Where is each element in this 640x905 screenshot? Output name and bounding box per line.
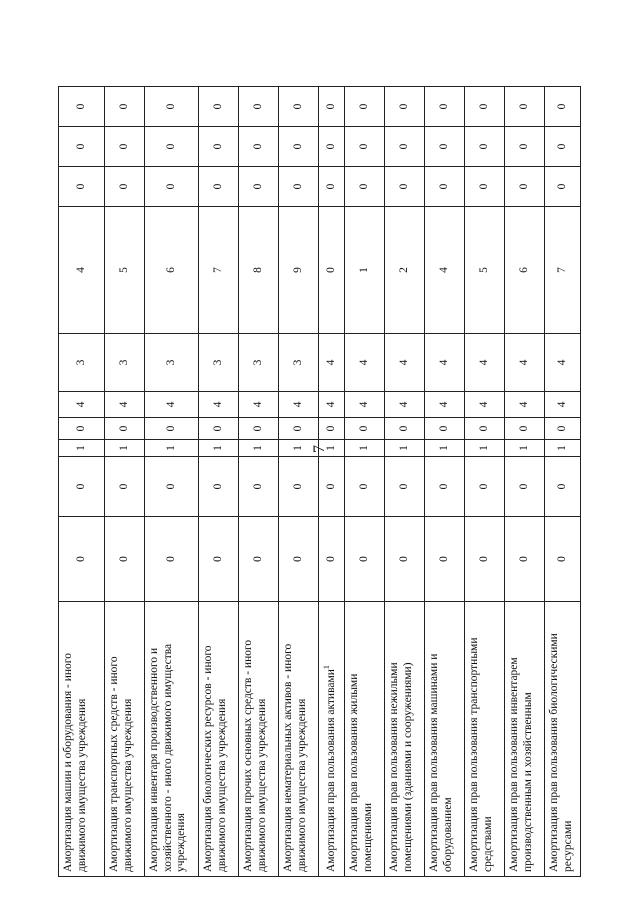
rotated-table-wrapper <box>58 87 580 877</box>
code-cell: 0 <box>385 87 425 127</box>
code-cell: 0 <box>345 457 385 517</box>
code-cell: 0 <box>345 167 385 207</box>
code-cell: 4 <box>545 392 581 418</box>
table-row <box>145 87 199 877</box>
code-cell: 3 <box>279 334 319 392</box>
code-cell: 3 <box>239 334 279 392</box>
code-cell: 4 <box>199 392 239 418</box>
code-cell: 0 <box>239 167 279 207</box>
code-cell: 0 <box>105 457 145 517</box>
table-body <box>59 87 581 877</box>
code-cell: 0 <box>199 127 239 167</box>
code-cell: 0 <box>505 87 545 127</box>
code-cell: 0 <box>319 457 345 517</box>
code-cell: 0 <box>105 127 145 167</box>
code-cell: 0 <box>505 457 545 517</box>
code-cell: 0 <box>279 167 319 207</box>
code-cell: 1 <box>319 440 345 457</box>
code-cell: 0 <box>145 127 199 167</box>
code-cell: 0 <box>59 418 105 440</box>
table-row <box>239 87 279 877</box>
code-cell: 0 <box>545 167 581 207</box>
code-cell: 4 <box>425 334 465 392</box>
code-cell: 0 <box>545 87 581 127</box>
code-cell: 0 <box>145 517 199 602</box>
code-cell: 0 <box>505 127 545 167</box>
code-cell: 0 <box>199 457 239 517</box>
row-label-text: Амортизация прочих основных средств - иного движимого имущества учреждения <box>242 639 268 872</box>
code-cell: 3 <box>59 334 105 392</box>
code-cell: 4 <box>239 392 279 418</box>
code-cell: 4 <box>385 334 425 392</box>
code-cell: 0 <box>105 418 145 440</box>
code-cell: 0 <box>385 517 425 602</box>
row-label-text: Амортизация прав пользования инвентарем производственным и хозяйственным <box>508 657 534 872</box>
code-cell: 1 <box>545 440 581 457</box>
code-cell: 4 <box>505 392 545 418</box>
code-cell: 4 <box>425 207 465 334</box>
code-cell: 1 <box>239 440 279 457</box>
code-cell: 0 <box>425 167 465 207</box>
table-row <box>199 87 239 877</box>
code-cell: 0 <box>425 418 465 440</box>
table-row <box>545 87 581 877</box>
code-cell: 4 <box>105 392 145 418</box>
row-label-text: Амортизация прав пользования машинами и оборудованием <box>428 653 454 872</box>
code-cell: 0 <box>425 457 465 517</box>
page-number: 7 <box>311 445 328 453</box>
code-cell: 8 <box>239 207 279 334</box>
table-row <box>59 87 105 877</box>
code-cell: 0 <box>199 167 239 207</box>
code-cell: 9 <box>279 207 319 334</box>
code-cell: 0 <box>199 517 239 602</box>
row-label-text: Амортизация прав пользования активами <box>324 669 337 872</box>
code-cell: 1 <box>385 440 425 457</box>
code-cell: 2 <box>385 207 425 334</box>
row-label-text: Амортизация транспортных средств - иного движимого имущества учреждения <box>108 656 134 872</box>
code-cell: 0 <box>425 87 465 127</box>
code-cell: 3 <box>105 334 145 392</box>
code-cell: 0 <box>465 127 505 167</box>
code-cell: 0 <box>345 87 385 127</box>
code-cell: 0 <box>345 127 385 167</box>
code-cell: 1 <box>345 207 385 334</box>
code-cell: 1 <box>199 440 239 457</box>
row-label <box>545 602 581 877</box>
code-cell: 0 <box>239 517 279 602</box>
code-cell: 0 <box>145 167 199 207</box>
code-cell: 4 <box>59 207 105 334</box>
code-cell: 0 <box>239 127 279 167</box>
code-cell: 4 <box>279 392 319 418</box>
code-cell: 0 <box>279 87 319 127</box>
code-cell: 4 <box>59 392 105 418</box>
code-cell: 7 <box>545 207 581 334</box>
table-row <box>505 87 545 877</box>
table-row <box>425 87 465 877</box>
code-cell: 1 <box>345 440 385 457</box>
code-cell: 0 <box>345 418 385 440</box>
row-label-text: Амортизация прав пользования жилыми помещениями <box>348 673 374 872</box>
code-cell: 0 <box>59 167 105 207</box>
row-label <box>145 602 199 877</box>
row-label <box>279 602 319 877</box>
code-cell: 0 <box>279 457 319 517</box>
code-cell: 1 <box>425 440 465 457</box>
code-cell: 0 <box>545 457 581 517</box>
code-cell: 1 <box>465 440 505 457</box>
code-cell: 4 <box>145 392 199 418</box>
row-label <box>345 602 385 877</box>
code-cell: 0 <box>59 87 105 127</box>
row-label <box>319 602 345 877</box>
table-row <box>279 87 319 877</box>
code-cell: 1 <box>505 440 545 457</box>
code-cell: 0 <box>319 207 345 334</box>
row-label <box>385 602 425 877</box>
code-cell: 0 <box>59 517 105 602</box>
code-cell: 0 <box>199 418 239 440</box>
code-cell: 0 <box>425 127 465 167</box>
code-cell: 4 <box>545 334 581 392</box>
code-cell: 0 <box>505 167 545 207</box>
row-label-text: Амортизация нематериальных активов - иного движимого имущества учреждения <box>282 643 308 872</box>
code-cell: 0 <box>145 87 199 127</box>
code-cell: 0 <box>385 457 425 517</box>
code-cell: 0 <box>279 517 319 602</box>
code-cell: 6 <box>505 207 545 334</box>
code-cell: 0 <box>319 167 345 207</box>
code-cell: 0 <box>59 457 105 517</box>
code-cell: 0 <box>505 418 545 440</box>
code-cell: 4 <box>385 392 425 418</box>
code-cell: 3 <box>199 334 239 392</box>
code-cell: 1 <box>145 440 199 457</box>
code-cell: 4 <box>345 334 385 392</box>
code-cell: 0 <box>239 418 279 440</box>
code-cell: 0 <box>145 457 199 517</box>
row-label-text: Амортизация биологических ресурсов - иного движимого имущества учреждения <box>202 645 228 872</box>
code-cell: 4 <box>465 334 505 392</box>
row-label-text: Амортизация прав пользования нежилыми помещениями (зданиями и сооружениями) <box>388 662 414 872</box>
table-row <box>345 87 385 877</box>
code-cell: 0 <box>465 418 505 440</box>
row-label <box>59 602 105 877</box>
code-cell: 0 <box>319 517 345 602</box>
row-label-text: Амортизация инвентаря производственного и хозяйственного - иного движимого имущества учреждения <box>148 643 188 872</box>
code-cell: 0 <box>545 418 581 440</box>
row-label <box>239 602 279 877</box>
row-label <box>505 602 545 877</box>
code-cell: 1 <box>279 440 319 457</box>
row-label-text: Амортизация прав пользования биологическими ресурсами <box>548 633 574 872</box>
code-cell: 0 <box>465 87 505 127</box>
code-cell: 0 <box>105 517 145 602</box>
code-cell: 0 <box>59 127 105 167</box>
row-label-text: Амортизация машин и оборудования - иного движимого имущества учреждения <box>62 653 88 872</box>
code-cell: 0 <box>385 418 425 440</box>
code-cell: 0 <box>465 457 505 517</box>
table-row <box>385 87 425 877</box>
code-cell: 7 <box>199 207 239 334</box>
code-cell: 0 <box>279 127 319 167</box>
code-cell: 4 <box>425 392 465 418</box>
code-cell: 4 <box>465 392 505 418</box>
code-cell: 0 <box>345 517 385 602</box>
row-label <box>105 602 145 877</box>
row-label <box>425 602 465 877</box>
footnote-mark: 1 <box>322 665 331 670</box>
code-cell: 0 <box>505 517 545 602</box>
code-cell: 1 <box>105 440 145 457</box>
code-cell: 0 <box>465 167 505 207</box>
table-row <box>319 87 345 877</box>
row-label-text: Амортизация прав пользования транспортными средствами <box>468 637 494 872</box>
code-cell: 0 <box>545 127 581 167</box>
table-row <box>465 87 505 877</box>
code-cell: 0 <box>239 457 279 517</box>
amortization-table <box>58 86 581 877</box>
code-cell: 4 <box>319 334 345 392</box>
code-cell: 0 <box>385 167 425 207</box>
row-label <box>199 602 239 877</box>
code-cell: 0 <box>385 127 425 167</box>
code-cell: 0 <box>319 87 345 127</box>
code-cell: 6 <box>145 207 199 334</box>
code-cell: 4 <box>345 392 385 418</box>
code-cell: 5 <box>465 207 505 334</box>
code-cell: 0 <box>105 87 145 127</box>
table-row <box>105 87 145 877</box>
code-cell: 0 <box>105 167 145 207</box>
code-cell: 0 <box>319 418 345 440</box>
code-cell: 0 <box>239 87 279 127</box>
code-cell: 4 <box>319 392 345 418</box>
code-cell: 0 <box>465 517 505 602</box>
row-label <box>465 602 505 877</box>
code-cell: 0 <box>545 517 581 602</box>
code-cell: 4 <box>505 334 545 392</box>
code-cell: 3 <box>145 334 199 392</box>
code-cell: 5 <box>105 207 145 334</box>
code-cell: 0 <box>425 517 465 602</box>
code-cell: 0 <box>145 418 199 440</box>
code-cell: 0 <box>279 418 319 440</box>
code-cell: 1 <box>59 440 105 457</box>
code-cell: 0 <box>319 127 345 167</box>
code-cell: 0 <box>199 87 239 127</box>
